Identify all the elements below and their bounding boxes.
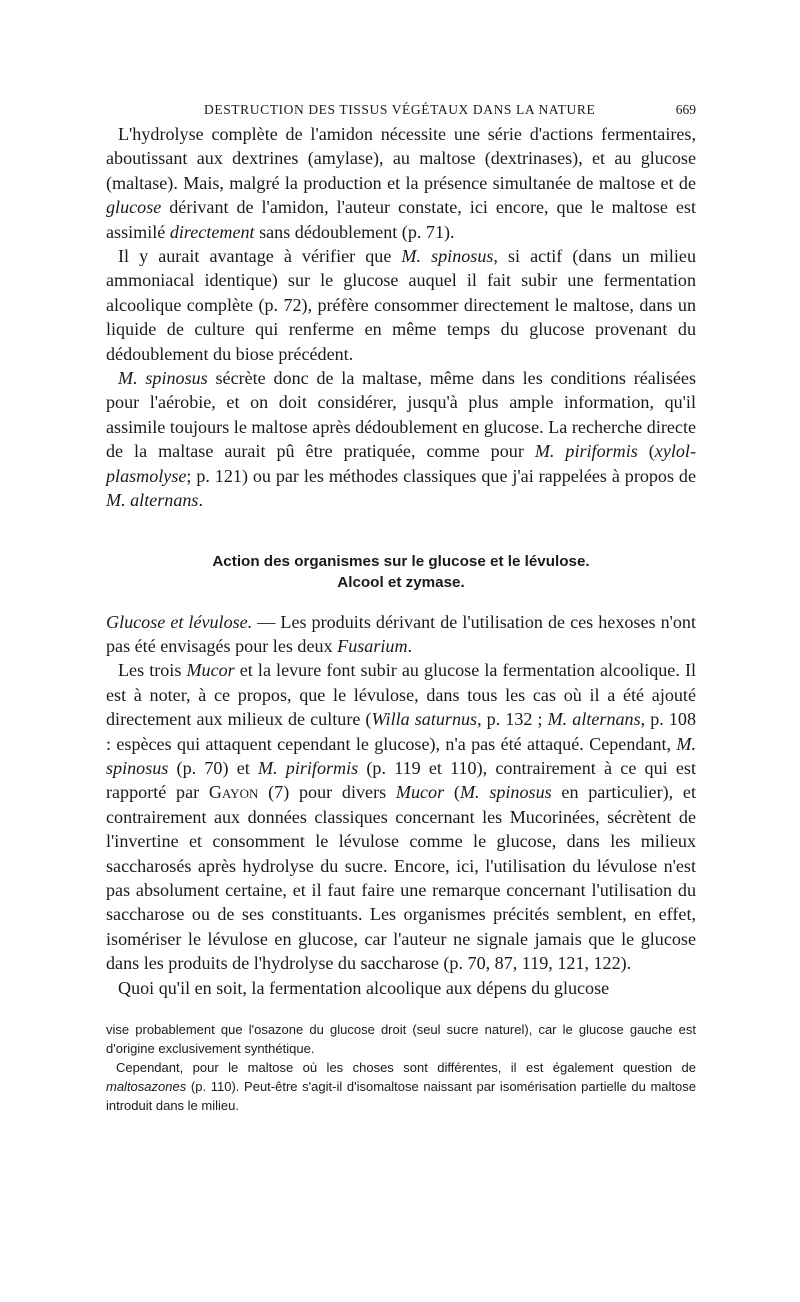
body-text xyxy=(106,122,696,513)
footnotes xyxy=(106,1020,696,1115)
page xyxy=(106,98,696,1115)
footnote-2: Cependant, pour le maltose où les choses sont différentes, il est également question de maltosazones (p. 110). Peut-être s'agit-il d'isomaltose naissant par isomérisation partielle du maltose introduit dans le milieu. xyxy=(106,1060,696,1113)
paragraph-6: Quoi qu'il en soit, la fermentation alcoolique aux dépens du glucose xyxy=(118,977,610,998)
running-head xyxy=(106,98,696,122)
paragraph-3: M. spinosus sécrète donc de la maltase, même dans les conditions réalisées pour l'aérobie, et on doit considérer, jusqu'à plus ample information, qu'il assimile toujours le maltose après dédoublement en glucose. La recherche directe de la maltase aurait pû être pratiquée, comme pour M. piriformis (xylol-plasmolyse; p. 121) ou par les méthodes classiques que j'ai rappelées à propos de M. alternans. xyxy=(106,368,696,511)
section-heading-line-2: Alcool et zymase. xyxy=(337,573,465,591)
paragraph-4: Glucose et lévulose. — Les produits dérivant de l'utilisation de ces hexoses n'ont pas été envisagés pour les deux Fusarium. xyxy=(106,611,697,656)
body-text-continued xyxy=(106,610,696,1001)
section-heading-line-1: Action des organismes sur le glucose et le lévulose. xyxy=(212,552,590,570)
paragraph-2: Il y aurait avantage à vérifier que M. spinosus, si actif (dans un milieu ammoniacal identique) sur le glucose auquel il fait subir une fermentation alcoolique complète (p. 72), préfère consommer directement le maltose, dans un liquide de culture qui renferme en même temps du glucose provenant du dédoublement du biose précédent. xyxy=(106,246,696,364)
section-heading xyxy=(106,551,696,593)
running-head-title: DESTRUCTION DES TISSUS VÉGÉTAUX DANS LA NATURE xyxy=(204,102,596,117)
paragraph-1: L'hydrolyse complète de l'amidon nécessite une série d'actions fermentaires, aboutissant aux dextrines (amylase), au maltose (dextrinases), et au glucose (maltase). Mais, malgré la production et la présence simultanée de maltose et de glucose dérivant de l'amidon, l'auteur constate, ici encore, que le maltose est assimilé directement sans dédoublement (p. 71). xyxy=(106,124,696,242)
page-number: 669 xyxy=(675,102,696,117)
author-gayon: Gayon xyxy=(208,782,259,803)
paragraph-5: Les trois Mucor et la levure font subir au glucose la fermentation alcoolique. Il est à noter, à ce propos, que le lévulose, dans tous les cas où il a été ajouté directement aux milieux de culture (Willa saturnus, p. 132 ; M. alternans, p. 108 : espèces qui attaquent cependant le glucose), n'a pas été attaqué. Cependant, M. spinosus (p. 70) et M. piriformis (p. 119 et 110), contrairement à ce qui est rapporté par Gayon (7) pour divers Mucor (M. spinosus en particulier), et contrairement aux données classiques concernant les Mucorinées, sécrètent de l'invertine et consomment le lévulose comme le glucose, dans les milieux saccharosés après hydrolyse du sucre. Encore, ici, l'utilisation du lévulose n'est pas absolument certaine, et il faut faire une remarque concernant l'utilisation du saccharose ou de ses constituants. Les organismes précités semblent, en effet, isomériser le lévulose en glucose, car l'auteur ne signale jamais que le glucose dans les produits de l'hydrolyse du saccharose (p. 70, 87, 119, 121, 122). xyxy=(106,660,696,974)
footnote-continuation: vise probablement que l'osazone du glucose droit (seul sucre naturel), car le glucose gauche est d'origine exclusivement synthétique. xyxy=(106,1022,696,1056)
